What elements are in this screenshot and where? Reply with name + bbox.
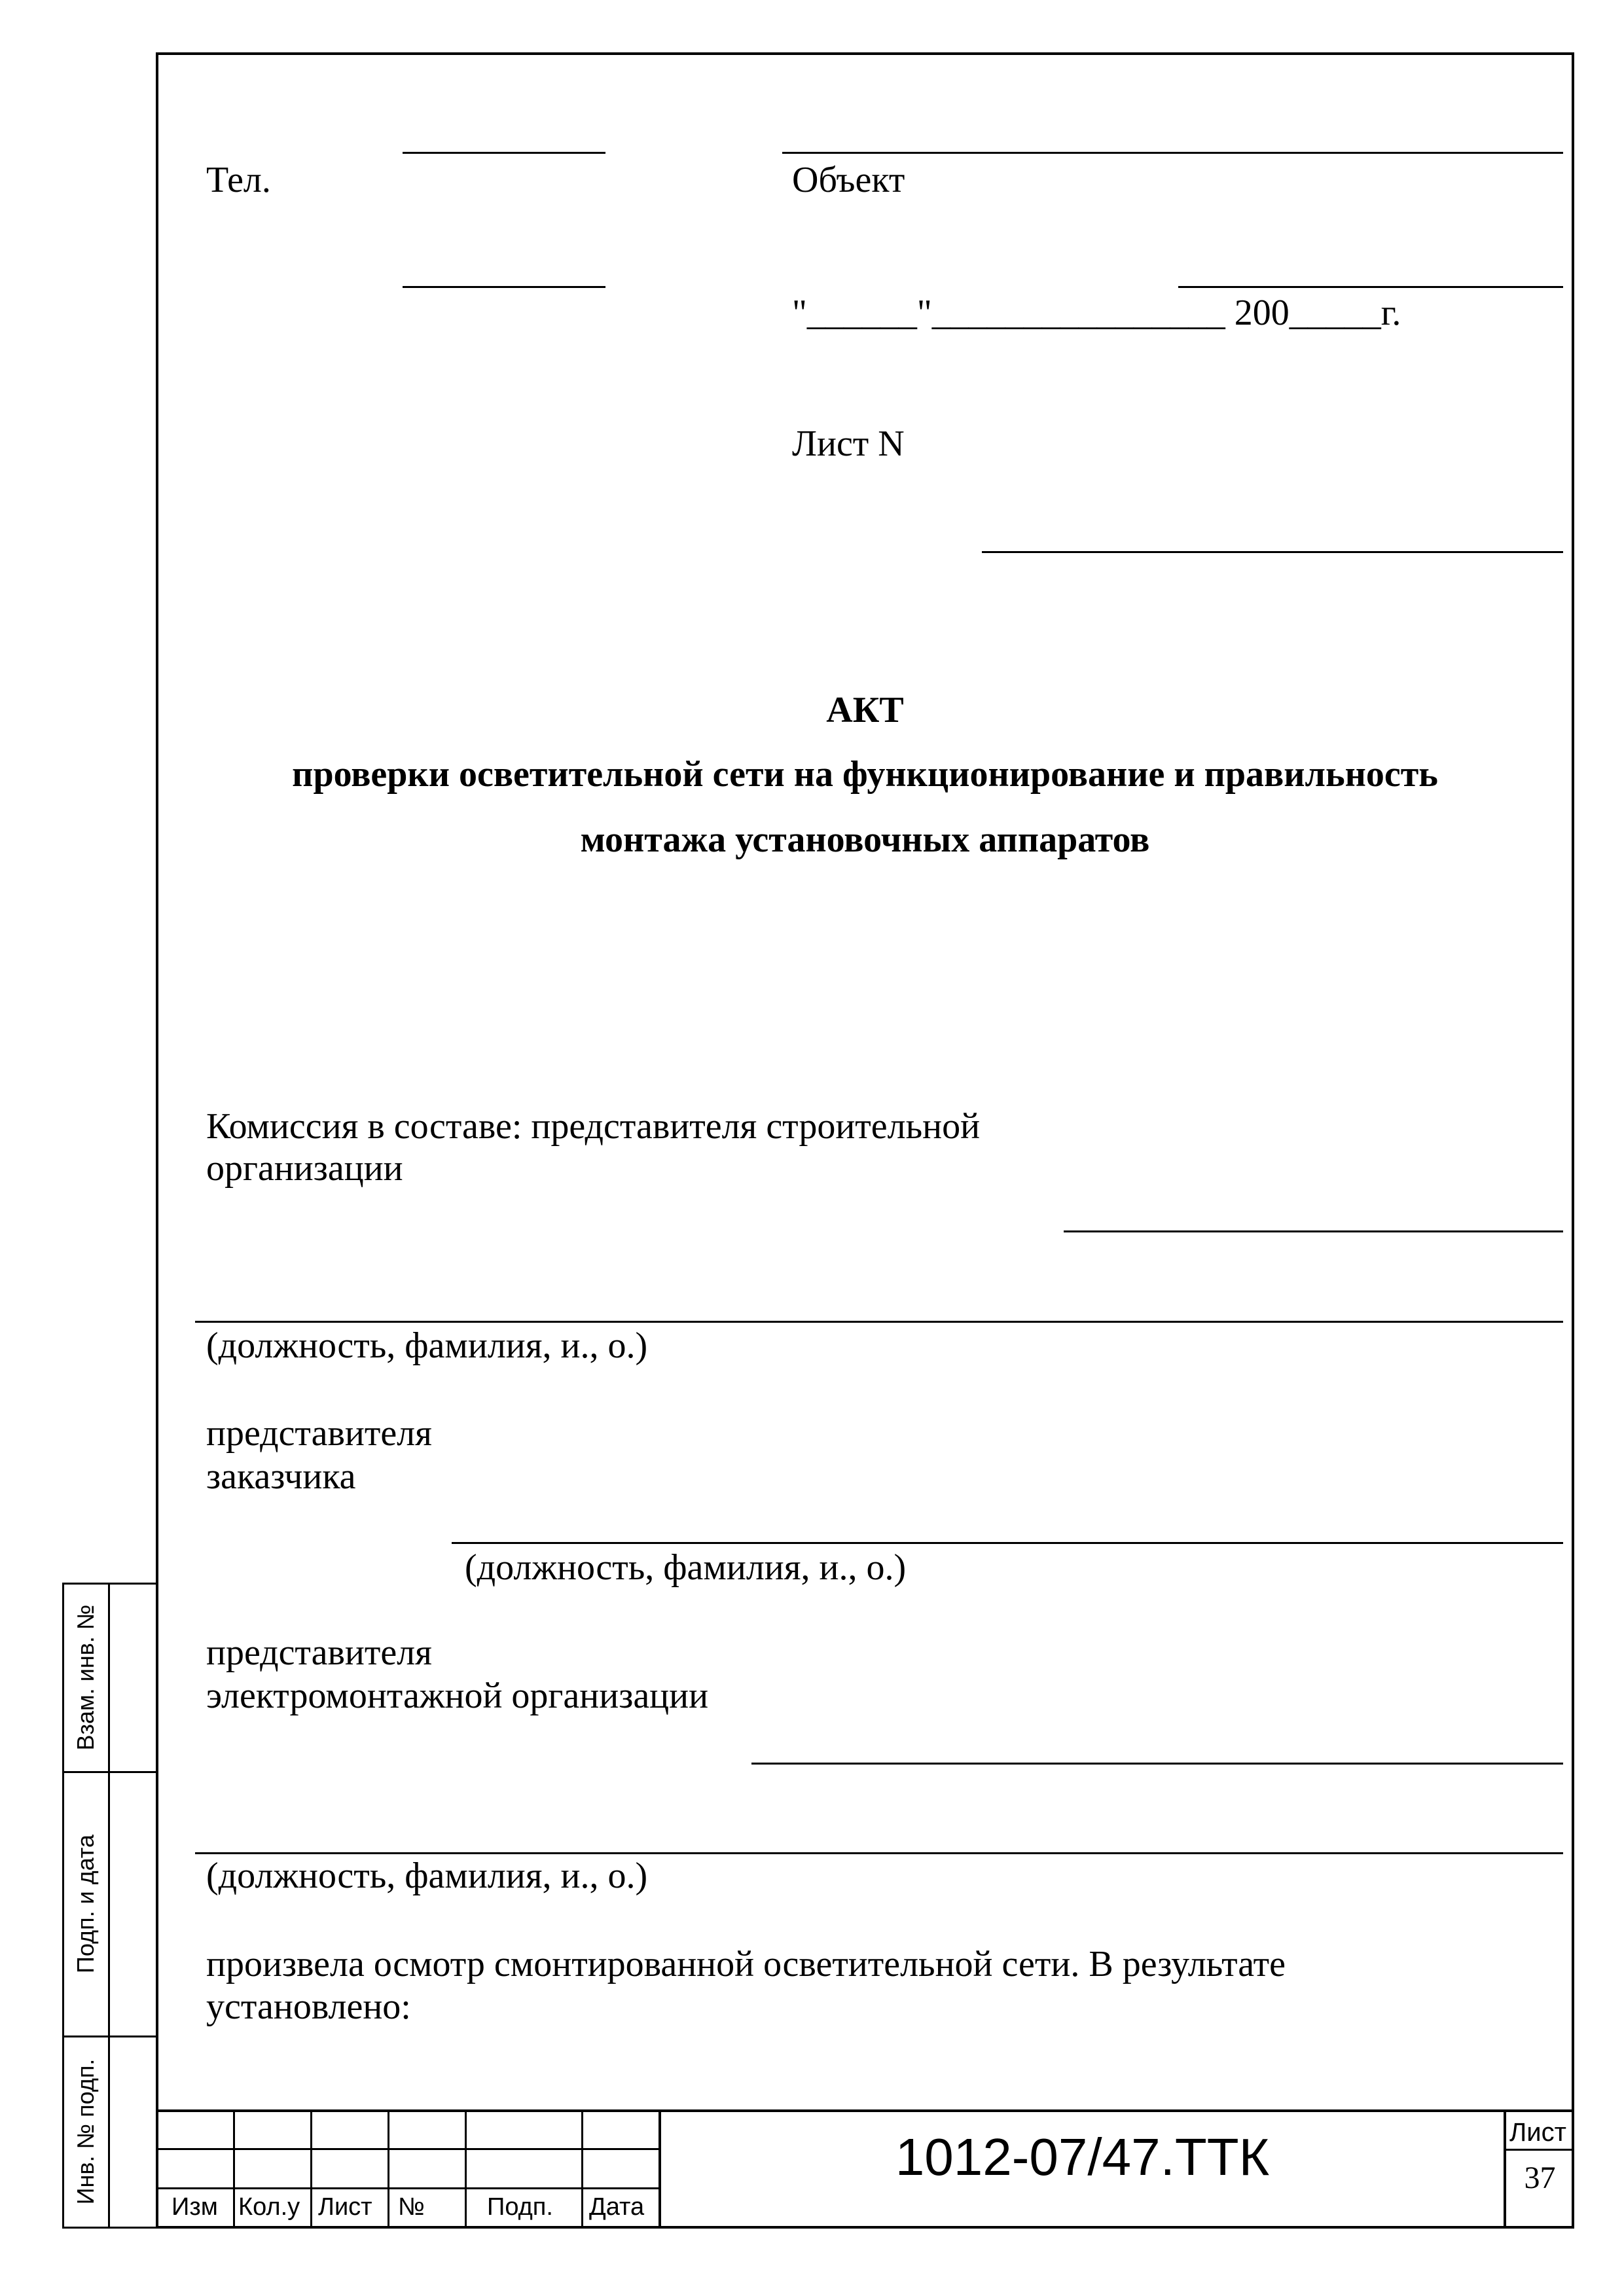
object-underline-2 [1178,286,1563,288]
customer-text-1: представителя [206,1413,432,1454]
sign-date-label: Подп. и дата [72,1834,99,1974]
tel-underline-2 [403,286,605,288]
col-izm: Изм [171,2193,218,2221]
col-kol: Кол.у [238,2193,300,2221]
col-podp: Подп. [487,2193,553,2221]
act-title: АКТ [826,690,904,730]
col-data: Дата [589,2193,645,2221]
result-text-1: произвела осмотр смонтированной осветительной сети. В результате [206,1944,1286,1984]
tel-underline-1 [403,152,605,154]
commission-text-2: организации [206,1148,403,1189]
position-caption-2: (должность, фамилия, и., о.) [465,1547,907,1588]
document-code: 1012-07/47.ТТК [895,2128,1270,2186]
sheet-label: Лист [1509,2118,1566,2147]
position-caption-1: (должность, фамилия, и., о.) [206,1325,648,1366]
sheet-number-underline [982,551,1563,553]
customer-underline [452,1542,1563,1544]
act-subtitle-2: монтажа установочных аппаратов [580,819,1150,860]
construction-org-underline-1 [1064,1230,1563,1232]
col-list: Лист [318,2193,372,2221]
object-underline [782,152,1563,154]
col-num: № [398,2193,425,2221]
commission-text-1: Комиссия в составе: представителя строительной [206,1106,981,1147]
orig-inv-label: Инв. № подп. [72,2058,99,2205]
electro-underline-1 [751,1763,1563,1765]
object-label: Объект [792,160,905,200]
act-subtitle-1: проверки осветительной сети на функционирование и правильность [292,754,1438,795]
electro-text-2: электромонтажной организации [206,1676,709,1716]
sheet-number-label: Лист N [792,423,905,464]
tel-label: Тел. [206,160,271,200]
replace-inv-label: Взам. инв. № [72,1604,99,1751]
construction-org-underline-2 [195,1321,1563,1323]
customer-text-2: заказчика [206,1456,356,1497]
electro-text-1: представителя [206,1632,432,1673]
result-text-2: установлено: [206,1986,411,2027]
position-caption-3: (должность, фамилия, и., о.) [206,1856,648,1896]
sheet-number: 37 [1524,2161,1556,2195]
date-line: "______"________________ 200_____г. [792,293,1401,333]
